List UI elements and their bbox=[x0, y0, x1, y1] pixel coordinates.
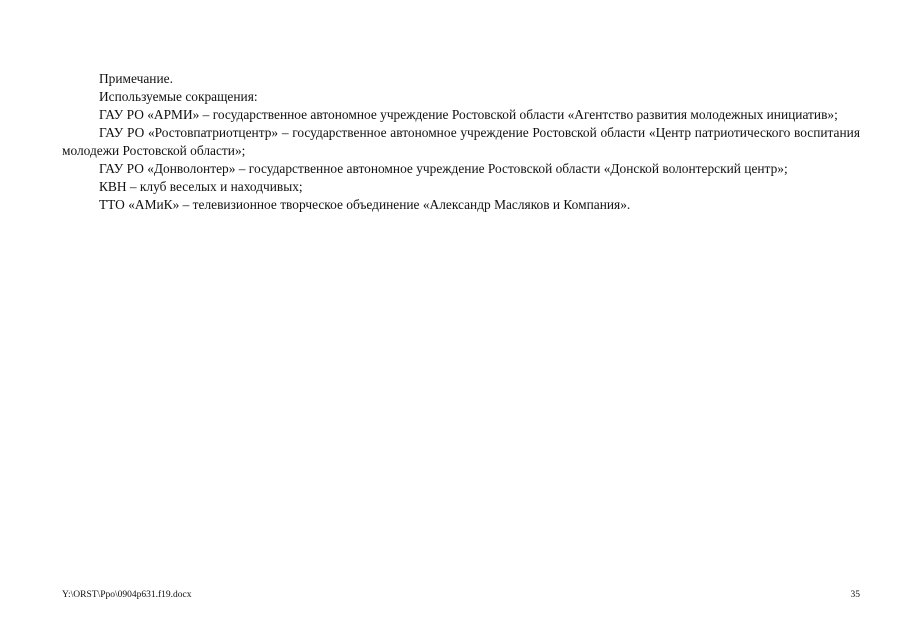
footer-page-number: 35 bbox=[850, 590, 860, 600]
abbreviation-kvn: КВН – клуб веселых и находчивых; bbox=[99, 179, 303, 194]
document-body bbox=[62, 70, 860, 214]
footer-file-path: Y:\ORST\Ppo\0904p631.f19.docx bbox=[62, 590, 192, 600]
note-heading: Примечание. bbox=[99, 71, 173, 86]
abbreviations-heading: Используемые сокращения: bbox=[99, 89, 258, 104]
abbreviation-tto-amik: ТТО «АМиК» – телевизионное творческое объединение «Александр Масляков и Компания». bbox=[99, 197, 631, 212]
abbreviation-rostovpatriotcentr: ГАУ РО «Ростовпатриотцентр» – государственное автономное учреждение Ростовской области «Центр патриотического воспитания молодежи Ростовской области»; bbox=[62, 125, 860, 158]
abbreviation-armi: ГАУ РО «АРМИ» – государственное автономное учреждение Ростовской области «Агентство развития молодежных инициатив»; bbox=[99, 107, 838, 122]
abbreviation-donvolonter: ГАУ РО «Донволонтер» – государственное автономное учреждение Ростовской области «Донской волонтерский центр»; bbox=[99, 161, 788, 176]
